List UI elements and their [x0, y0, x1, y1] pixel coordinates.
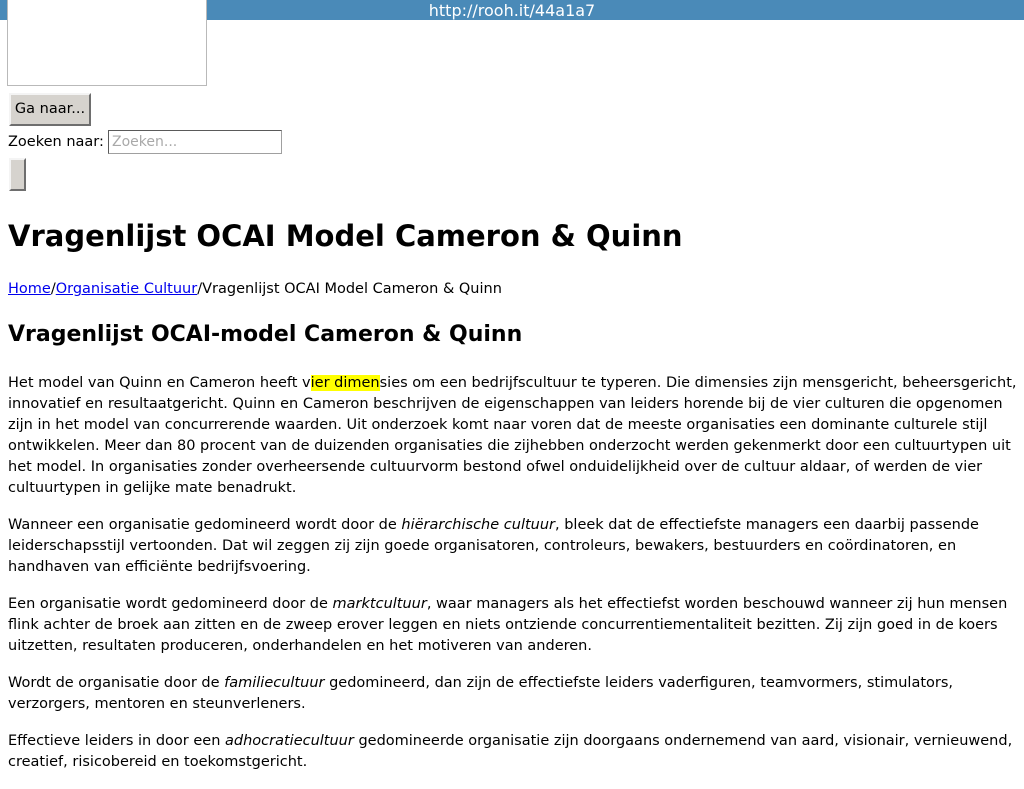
- article-paragraph: [8, 594, 1018, 657]
- search-label: Zoeken naar:: [8, 134, 104, 150]
- search-submit-button[interactable]: [9, 158, 26, 191]
- emphasis-term: hiërarchische cultuur: [401, 517, 555, 533]
- breadcrumb-category-link[interactable]: Organisatie Cultuur: [55, 281, 198, 297]
- breadcrumb: [8, 280, 502, 298]
- paragraph-text: , waar managers als het effectiefst worden beschouwd wanneer zij hun mensen flink achter de broek aan zitten en de zweep erover leggen en niets ontziende concurrentiementaliteit bezitten. Zij zijn goed in de koers uitzetten, resultaten produceren, onderhandelen en het motiveren van anderen.: [8, 596, 1008, 654]
- breadcrumb-current: Vragenlijst OCAI Model Cameron & Quinn: [202, 281, 502, 297]
- paragraph-text: gedomineerde organisatie zijn doorgaans ondernemend van aard, visionair, vernieuwend, creatief, risicobereid en toekomstgericht.: [8, 733, 1013, 770]
- article-paragraph: [8, 515, 1018, 578]
- breadcrumb-separator: /: [197, 281, 203, 297]
- emphasis-term: marktcultuur: [332, 596, 427, 612]
- article-paragraph: [8, 731, 1018, 773]
- breadcrumb-separator: /: [50, 281, 56, 297]
- paragraph-text: sies om een bedrijfscultuur te typeren. Die dimensies zijn mensgericht, beheersgericht, innovatief en resultaatgericht. Quinn en Cameron beschrijven de eigenschappen van leiders horende bij de vier culturen die opgenomen zijn in het model van concurrerende waarden. Uit onderzoek komt naar voren dat de meeste organisaties een dominante culturele stijl ontwikkelen. Meer dan 80 procent van de duizenden organisaties die zijhebben onderzocht werden gekenmerkt door een cultuurtypen uit het model. In organisaties zonder overheersende cultuurvorm bestond ofwel onduidelijkheid over de cultuur aldaar, of werden de vier cultuurtypen in gelijke mate benadrukt.: [8, 375, 1017, 496]
- breadcrumb-home-link[interactable]: Home: [8, 281, 51, 297]
- emphasis-term: familiecultuur: [224, 675, 325, 691]
- paragraph-text: , bleek dat de effectiefste managers een daarbij passende leiderschapsstijl vertoonden. Dat wil zeggen zij zijn goede organisatoren, controleurs, bewakers, bestuurders en coördinatoren, en handhaven van efficiënte bedrijfsvoering.: [8, 517, 979, 575]
- paragraph-text: Effectieve leiders in door een: [8, 733, 226, 749]
- article-body: [8, 373, 1018, 789]
- article-paragraph: [8, 673, 1018, 715]
- paragraph-text: Wordt de organisatie door de: [8, 675, 225, 691]
- url-bar[interactable]: http://rooh.it/44a1a7: [0, 0, 1024, 20]
- article-paragraph: [8, 373, 1018, 499]
- emphasis-term: adhocratiecultuur: [225, 733, 354, 749]
- paragraph-text: Een organisatie wordt gedomineerd door de: [8, 596, 333, 612]
- paragraph-text: gedomineerd, dan zijn de effectiefste leiders vaderfiguren, teamvormers, stimulators, verzorgers, mentoren en steunverleners.: [8, 675, 954, 712]
- highlighted-text: ier dimen: [310, 375, 380, 391]
- goto-button[interactable]: Ga naar...: [9, 93, 91, 126]
- article-heading: Vragenlijst OCAI-model Cameron & Quinn: [8, 322, 523, 347]
- search-input[interactable]: [108, 130, 282, 154]
- page-title: Vragenlijst OCAI Model Cameron & Quinn: [8, 219, 683, 253]
- paragraph-text: Wanneer een organisatie gedomineerd wordt door de: [8, 517, 402, 533]
- navigation-listbox[interactable]: [7, 0, 207, 86]
- paragraph-text: Het model van Quinn en Cameron heeft v: [8, 375, 311, 391]
